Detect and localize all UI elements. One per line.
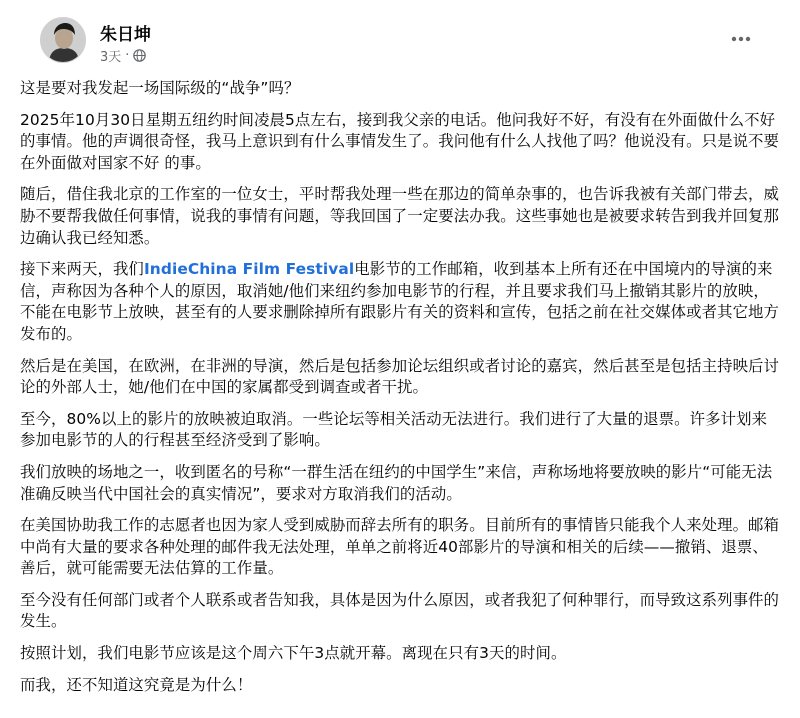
post-paragraph <box>20 515 780 580</box>
globe-icon <box>133 49 146 62</box>
paragraph-text: 我们放映的场地之一，收到匿名的号称“一群生活在纽约的中国学生”来信，声称场地将要放映的影片“可能无法准确反映当代中国社会的真实情况”，要求对方取消我们的活动。 <box>20 462 773 503</box>
post-meta <box>100 46 146 65</box>
paragraph-text: 在美国协助我工作的志愿者也因为家人受到威胁而辞去所有的职务。目前所有的事情皆只能我个人来处理。邮箱中尚有大量的要求各种处理的邮件我无法处理，单单之前将近40部影片的导演和相关的后续——撤销、退票、善后，就可能需要无法估算的工作量。 <box>20 516 780 578</box>
post-paragraph <box>20 590 780 633</box>
post-paragraph <box>20 356 780 399</box>
post-body <box>20 78 780 706</box>
paragraph-text: 然后是在美国，在欧洲，在非洲的导演，然后是包括参加论坛组织或者讨论的嘉宾，然后甚至是包括主持映后讨论的外部人士，她/他们在中国的家属都受到调查或者干扰。 <box>20 356 780 397</box>
paragraph-text: 电影节的工作邮箱，收到基本上所有还在中国境内的导演的来信，声称因为各种个人的原因，取消她/他们来纽约参加电影节的行程，并且要求我们马上撤销其影片的放映，不能在电影节上放映，甚至有的人要求删除掉所有跟影片有关的资料和宣传，包括之前在社交媒体或者其它地方发布的。 <box>20 260 780 343</box>
post-paragraph <box>20 184 780 249</box>
post-paragraph <box>20 409 780 452</box>
more-dots-icon <box>731 36 751 42</box>
paragraph-text: 随后，借住我北京的工作室的一位女士，平时帮我处理一些在那边的简单杂事的，也告诉我被有关部门带去，威胁不要帮我做任何事情，说我的事情有问题，等我回国了一定要法办我。这些事她也是被要求转告到我并回复那边确认我已经知悉。 <box>20 185 780 247</box>
more-options-button[interactable] <box>724 22 758 56</box>
paragraph-text: 接下来两天，我们 <box>20 260 144 279</box>
post-paragraph <box>20 462 780 505</box>
paragraph-text: 2025年10月30日星期五纽约时间凌晨5点左右，接到我父亲的电话。他问我好不好，有没有在外面做什么不好的事情。他的声调很奇怪，我马上意识到有什么事情发生了。我问他有什么人找他了吗？他说没有。只是说不要在外面做对国家不好 的事。 <box>20 110 780 172</box>
post-paragraph <box>20 110 780 175</box>
festival-page-link[interactable]: IndieChina Film Festival <box>143 260 355 279</box>
paragraph-text: 这是要对我发起一场国际级的“战争”吗？ <box>20 79 300 97</box>
post-paragraph <box>20 675 780 697</box>
separator-dot: · <box>125 48 130 63</box>
author-name[interactable]: 朱日坤 <box>100 25 151 45</box>
avatar[interactable] <box>40 17 86 63</box>
post-paragraph <box>20 643 780 665</box>
paragraph-text: 至今没有任何部门或者个人联系或者告知我，具体是因为什么原因，或者我犯了何种罪行，而导致这系列事件的发生。 <box>20 590 780 631</box>
paragraph-text: 而我，还不知道这究竟是为什么！ <box>20 675 253 694</box>
post-header <box>20 0 780 78</box>
post-paragraph <box>20 259 780 345</box>
paragraph-text: 至今，80%以上的影片的放映被迫取消。一些论坛等相关活动无法进行。我们进行了大量的退票。许多计划来参加电影节的人的行程甚至经济受到了影响。 <box>20 409 768 450</box>
paragraph-text: 按照计划，我们电影节应该是这个周六下午3点就开幕。离现在只有3天的时间。 <box>20 644 567 663</box>
post-time[interactable]: 3天 <box>100 50 122 65</box>
post-paragraph <box>20 78 780 100</box>
